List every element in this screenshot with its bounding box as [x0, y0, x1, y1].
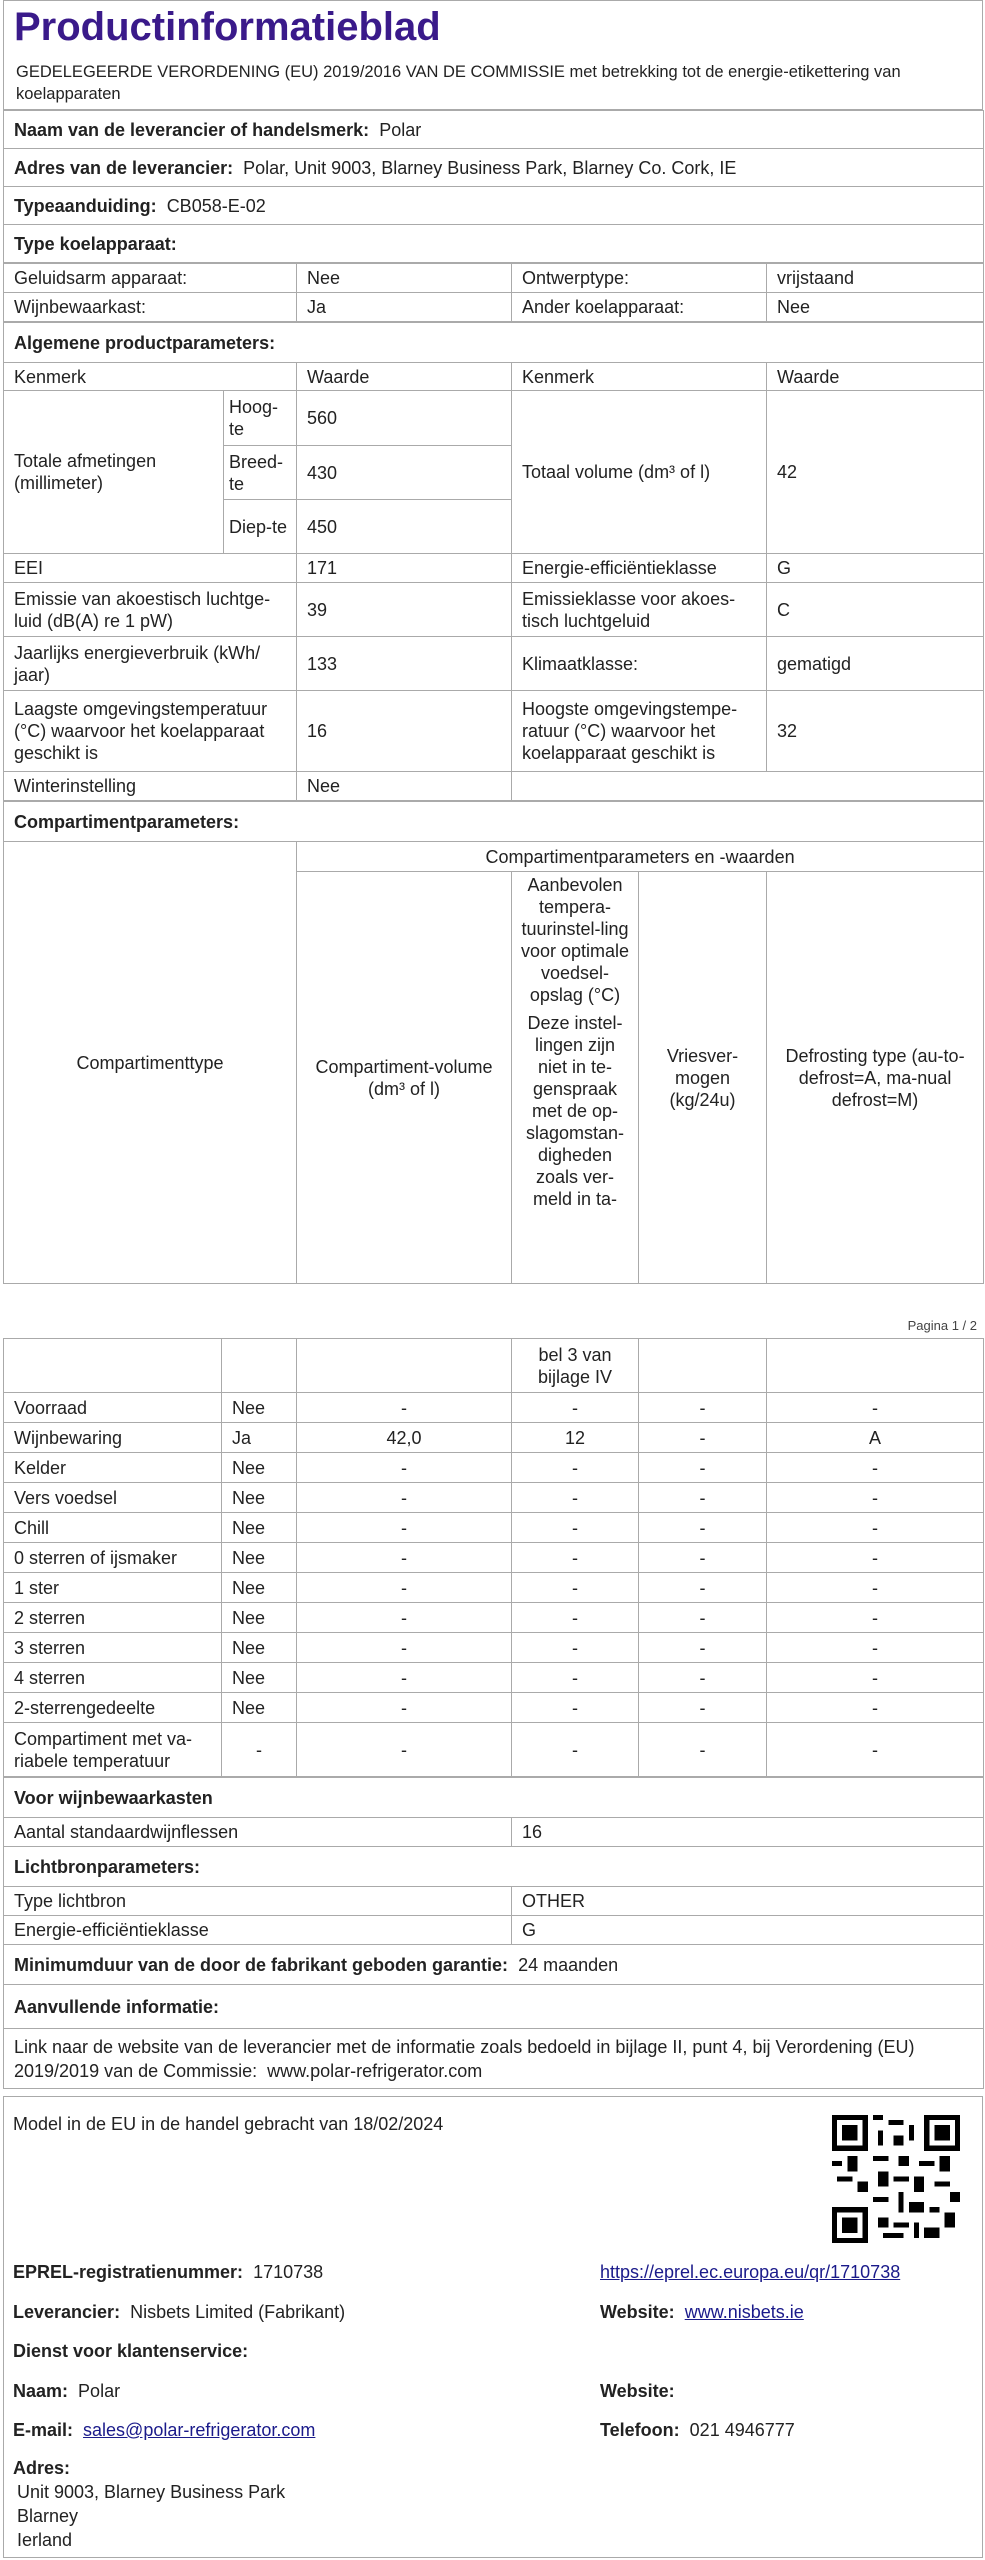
- comp-cell: A: [767, 1423, 984, 1453]
- param-label: Laagste omgevingstemperatuur (°C) waarvoor het koelapparaat geschikt is: [4, 691, 297, 772]
- temp-header-continued: bel 3 van bijlage IV: [512, 1339, 639, 1393]
- comp-cell: 2 sterren: [4, 1603, 222, 1633]
- param-label: Emissie van akoestisch luchtge-luid (dB(A) re 1 pW): [4, 583, 297, 637]
- comp-cell: -: [639, 1573, 767, 1603]
- param-value: 133: [297, 637, 512, 691]
- comp-cell: 2-sterrengedeelte: [4, 1693, 222, 1723]
- supplier-label: Naam van de leverancier of handelsmerk:: [14, 119, 370, 140]
- comp-cell: -: [767, 1633, 984, 1663]
- warranty-row: [4, 1945, 984, 1985]
- comp-cell: Kelder: [4, 1453, 222, 1483]
- light-value: OTHER: [512, 1887, 984, 1916]
- comp-cell: -: [512, 1483, 639, 1513]
- dim-label-depth: Diep-te: [224, 500, 297, 554]
- service-address-line: Ierland: [17, 2530, 73, 2550]
- defrost-header: Defrosting type (au-to-defrost=A, ma-nual defrost=M): [767, 872, 984, 1284]
- comp-cell: -: [297, 1393, 512, 1423]
- param-label: EEI: [4, 554, 297, 583]
- service-address-label: Adres:: [13, 2458, 71, 2478]
- comp-cell: -: [297, 1693, 512, 1723]
- type-cell: Nee: [297, 264, 512, 293]
- param-value: 32: [767, 691, 984, 772]
- param-label: Jaarlijks energieverbruik (kWh/ jaar): [4, 637, 297, 691]
- param-value: gematigd: [767, 637, 984, 691]
- type-heading: Type koelapparaat:: [4, 225, 984, 263]
- comp-cell: 1 ster: [4, 1573, 222, 1603]
- temp-header-b: Deze instel-lingen zijn niet in te-genspraak met de op-slagomstan-digheden zoals ver-meld in ta-: [525, 1013, 625, 1209]
- type-cell: Geluidsarm apparaat:: [4, 264, 297, 293]
- param-label: Hoogste omgevingstempe-ratuur (°C) waarvoor het koelapparaat geschikt is: [512, 691, 767, 772]
- type-cell: Ja: [297, 293, 512, 322]
- comp-cell: -: [639, 1633, 767, 1663]
- param-value: 171: [297, 554, 512, 583]
- comp-cell: 4 sterren: [4, 1663, 222, 1693]
- comp-cell: -: [639, 1663, 767, 1693]
- param-label: Emissieklasse voor akoes-tisch luchtgeluid: [512, 583, 767, 637]
- comp-cell: Ja: [222, 1423, 297, 1453]
- comp-cell: -: [297, 1453, 512, 1483]
- comp-cell: Nee: [222, 1543, 297, 1573]
- winter-value: Nee: [297, 772, 512, 801]
- service-heading: Dienst voor klantenservice:: [13, 2341, 249, 2361]
- page-two: [3, 1338, 983, 2089]
- comp-cell: Nee: [222, 1633, 297, 1663]
- regulation-subtitle: GEDELEGEERDE VERORDENING (EU) 2019/2016 VAN DE COMMISSIE met betrekking tot de energie-etikettering van koelapparaten: [16, 63, 901, 103]
- col-header: Kenmerk: [4, 363, 297, 391]
- temp-header-a: Aanbevolen tempera-tuurinstel-ling voor optimale voedsel-opslag (°C): [520, 875, 630, 1005]
- service-name-value: Polar: [78, 2381, 121, 2401]
- comp-cell: Nee: [222, 1693, 297, 1723]
- comp-cell: -: [639, 1513, 767, 1543]
- compartments-heading: Compartimentparameters:: [4, 802, 984, 842]
- header-block: [3, 0, 983, 110]
- comp-cell: -: [297, 1633, 512, 1663]
- comp-cell: -: [639, 1483, 767, 1513]
- comp-cell: -: [639, 1603, 767, 1633]
- model-label: Typeaanduiding:: [14, 195, 157, 216]
- compartment-header-table: [3, 801, 984, 1284]
- type-cell: vrijstaand: [767, 264, 984, 293]
- website-link[interactable]: www.nisbets.ie: [684, 2302, 804, 2322]
- website-row: [600, 2301, 804, 2324]
- empty-cell: [639, 1339, 767, 1393]
- dim-value-depth: 450: [297, 500, 512, 554]
- page-number: Pagina 1 / 2: [907, 1318, 977, 1333]
- phone-label: Telefoon:: [600, 2420, 680, 2440]
- comp-cell: 0 sterren of ijsmaker: [4, 1543, 222, 1573]
- comp-cell: -: [767, 1693, 984, 1723]
- general-params-table: [3, 322, 984, 801]
- wine-table: [3, 1777, 984, 2089]
- param-value: G: [767, 554, 984, 583]
- registration-box: [3, 2096, 983, 2558]
- email-label: E-mail:: [13, 2420, 74, 2440]
- email-link[interactable]: sales@polar-refrigerator.com: [83, 2420, 316, 2440]
- volume-value: 42: [767, 391, 984, 554]
- comp-cell: -: [512, 1693, 639, 1723]
- comp-cell: -: [512, 1633, 639, 1663]
- light-heading: Lichtbronparameters:: [4, 1847, 984, 1887]
- phone-row: [600, 2419, 795, 2442]
- comp-cell: -: [512, 1603, 639, 1633]
- comp-cell: -: [639, 1393, 767, 1423]
- phone-value: 021 4946777: [689, 2420, 795, 2440]
- comp-cell: -: [512, 1723, 639, 1777]
- page-one: [3, 0, 983, 1284]
- comp-cell: -: [512, 1543, 639, 1573]
- model-row: [4, 187, 984, 225]
- compartment-table: [3, 1338, 984, 1777]
- type-cell: Ontwerptype:: [512, 264, 767, 293]
- supplier-value: Polar: [379, 119, 422, 140]
- comp-cell: Compartiment met va-riabele temperatuur: [4, 1723, 222, 1777]
- comp-cell: -: [767, 1453, 984, 1483]
- eprel-value: 1710738: [253, 2262, 324, 2282]
- additional-url[interactable]: www.polar-refrigerator.com: [267, 2060, 483, 2081]
- supplier-row: [4, 111, 984, 149]
- comp-cell: -: [639, 1453, 767, 1483]
- comp-cell: Nee: [222, 1513, 297, 1543]
- comp-cell: -: [297, 1513, 512, 1543]
- comp-cell: -: [767, 1603, 984, 1633]
- light-value: G: [512, 1916, 984, 1945]
- col-header: Waarde: [767, 363, 984, 391]
- additional-text: Link naar de website van de leverancier met de informatie zoals bedoeld in bijlage II, punt 4, bij Verordening (EU) 2019/2019 van de Commissie:: [14, 2036, 915, 2081]
- comp-cell: 42,0: [297, 1423, 512, 1453]
- compartment-type-header: Compartimenttype: [4, 842, 297, 1284]
- address-value: Polar, Unit 9003, Blarney Business Park, Blarney Co. Cork, IE: [243, 157, 737, 178]
- comp-cell: -: [222, 1723, 297, 1777]
- market-text: Model in de EU in de handel gebracht van 18/02/2024: [13, 2114, 444, 2134]
- comp-cell: -: [297, 1723, 512, 1777]
- comp-cell: Nee: [222, 1393, 297, 1423]
- comp-cell: Chill: [4, 1513, 222, 1543]
- param-value: 39: [297, 583, 512, 637]
- comp-cell: -: [767, 1543, 984, 1573]
- eprel-label: EPREL-registratienummer:: [13, 2262, 244, 2282]
- service-name-label: Naam:: [13, 2381, 69, 2401]
- param-value: 16: [297, 691, 512, 772]
- dim-label-height: Hoog-te: [224, 391, 297, 446]
- qr-code-icon[interactable]: [832, 2115, 960, 2243]
- comp-cell: -: [639, 1543, 767, 1573]
- comp-cell: Nee: [222, 1663, 297, 1693]
- param-label: Klimaatklasse:: [512, 637, 767, 691]
- comp-cell: -: [767, 1663, 984, 1693]
- page-title: Productinformatieblad: [14, 5, 441, 49]
- light-label: Type lichtbron: [4, 1887, 512, 1916]
- comp-cell: Nee: [222, 1483, 297, 1513]
- eprel-url[interactable]: https://eprel.ec.europa.eu/qr/1710738: [600, 2262, 901, 2282]
- comp-cell: Nee: [222, 1573, 297, 1603]
- eprel-row: [13, 2261, 323, 2284]
- col-header: Kenmerk: [512, 363, 767, 391]
- empty-cell: [222, 1339, 297, 1393]
- comp-cell: -: [512, 1573, 639, 1603]
- col-header: Waarde: [297, 363, 512, 391]
- additional-heading: Aanvullende informatie:: [4, 1985, 984, 2029]
- comp-cell: -: [767, 1483, 984, 1513]
- comp-cell: -: [297, 1603, 512, 1633]
- comp-cell: -: [767, 1513, 984, 1543]
- wine-label: Aantal standaardwijnflessen: [4, 1818, 512, 1847]
- comp-cell: 12: [512, 1423, 639, 1453]
- comp-cell: Vers voedsel: [4, 1483, 222, 1513]
- param-value: C: [767, 583, 984, 637]
- comp-cell: -: [639, 1723, 767, 1777]
- supplier-table: [3, 110, 984, 263]
- warranty-value: 24 maanden: [518, 1954, 619, 1975]
- service-address-line: Blarney: [17, 2506, 79, 2526]
- empty-cell: [512, 772, 984, 801]
- dimensions-label: Totale afmetingen (millimeter): [4, 391, 224, 554]
- comp-cell: -: [767, 1573, 984, 1603]
- comp-cell: Nee: [222, 1453, 297, 1483]
- type-table: [3, 263, 984, 322]
- volume-header: Compartiment-volume (dm³ of l): [297, 872, 512, 1284]
- param-label: Energie-efficiëntieklasse: [512, 554, 767, 583]
- comp-cell: -: [512, 1513, 639, 1543]
- temp-header: [512, 872, 639, 1284]
- wine-heading: Voor wijnbewaarkasten: [4, 1778, 984, 1818]
- comp-cell: Nee: [222, 1603, 297, 1633]
- comp-cell: -: [512, 1663, 639, 1693]
- comp-cell: Voorraad: [4, 1393, 222, 1423]
- comp-cell: -: [297, 1483, 512, 1513]
- model-value: CB058-E-02: [166, 195, 266, 216]
- comp-cell: Wijnbewaring: [4, 1423, 222, 1453]
- compartment-group-header: Compartimentparameters en -waarden: [297, 842, 984, 872]
- comp-cell: -: [767, 1393, 984, 1423]
- empty-cell: [297, 1339, 512, 1393]
- service-address-line: Unit 9003, Blarney Business Park: [17, 2482, 286, 2502]
- comp-cell: -: [297, 1543, 512, 1573]
- empty-cell: [4, 1339, 222, 1393]
- type-cell: Nee: [767, 293, 984, 322]
- additional-info: [4, 2029, 984, 2089]
- dim-value-height: 560: [297, 391, 512, 446]
- warranty-label: Minimumduur van de door de fabrikant geboden garantie:: [14, 1954, 509, 1975]
- address-label: Adres van de leverancier:: [14, 157, 234, 178]
- wine-value: 16: [512, 1818, 984, 1847]
- freeze-header: Vriesver-mogen (kg/24u): [639, 872, 767, 1284]
- general-heading: Algemene productparameters:: [4, 323, 984, 363]
- volume-label: Totaal volume (dm³ of l): [512, 391, 767, 554]
- website-label: Website:: [600, 2302, 675, 2322]
- comp-cell: -: [512, 1393, 639, 1423]
- service-website-label: Website:: [600, 2381, 675, 2401]
- winter-label: Winterinstelling: [4, 772, 297, 801]
- dim-label-width: Breed-te: [224, 446, 297, 500]
- comp-cell: -: [297, 1573, 512, 1603]
- comp-cell: -: [639, 1693, 767, 1723]
- type-cell: Ander koelapparaat:: [512, 293, 767, 322]
- comp-cell: -: [297, 1663, 512, 1693]
- email-row: [13, 2419, 315, 2442]
- eprel-link[interactable]: [600, 2261, 900, 2284]
- manufacturer-value: Nisbets Limited (Fabrikant): [130, 2302, 346, 2322]
- manufacturer-row: [13, 2301, 345, 2324]
- comp-cell: 3 sterren: [4, 1633, 222, 1663]
- comp-cell: -: [512, 1453, 639, 1483]
- service-name-row: [13, 2380, 120, 2403]
- address-row: [4, 149, 984, 187]
- comp-cell: -: [767, 1723, 984, 1777]
- comp-cell: -: [639, 1423, 767, 1453]
- manufacturer-label: Leverancier:: [13, 2302, 121, 2322]
- dim-value-width: 430: [297, 446, 512, 500]
- type-cell: Wijnbewaarkast:: [4, 293, 297, 322]
- light-label: Energie-efficiëntieklasse: [4, 1916, 512, 1945]
- empty-cell: [767, 1339, 984, 1393]
